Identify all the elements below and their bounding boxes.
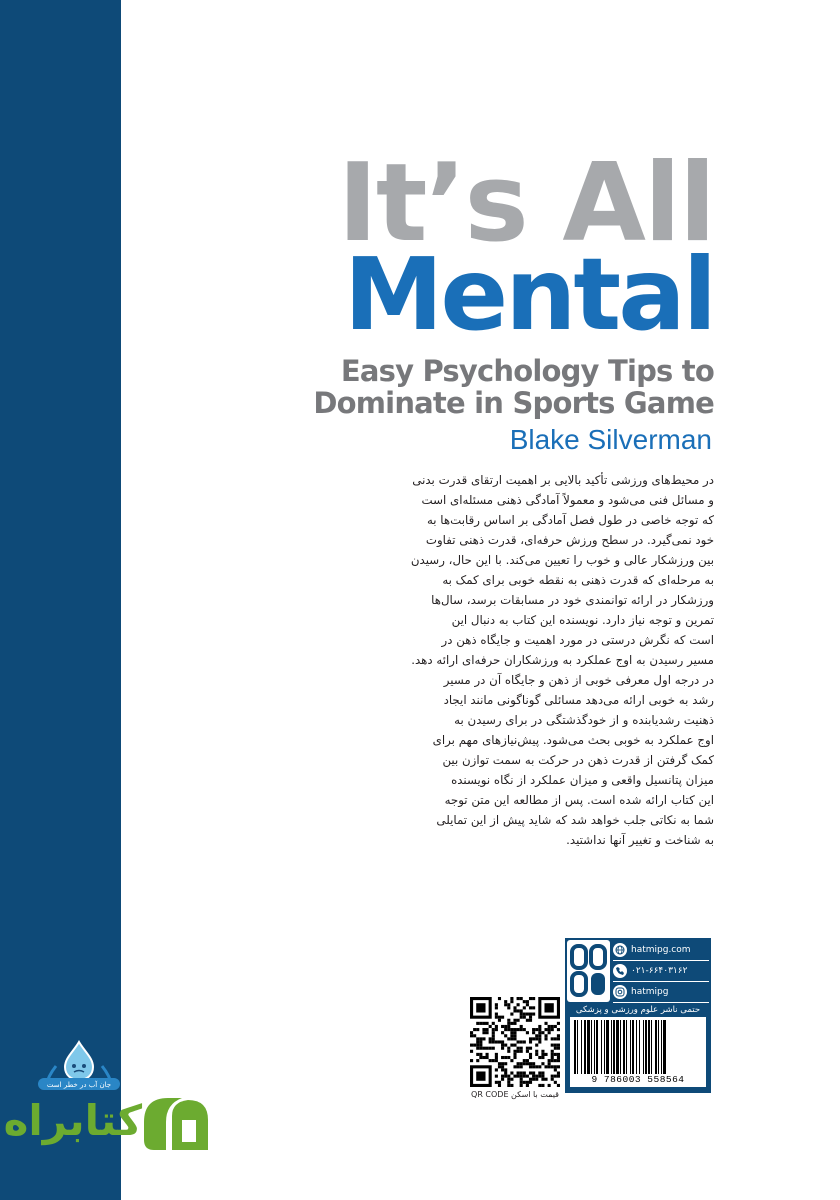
blurb-line: خود نمی‌گیرد. در سطح ورزش حرفه‌ای، قدرت ذهنی تفاوت — [425, 533, 714, 547]
blurb-line: مسیر رسیدن به اوج عملکرد به ورزشکاران حرفه‌ای ارائه دهد. — [411, 653, 714, 667]
blurb-text — [344, 470, 714, 850]
ketabrah-logo-text: کتابراه — [3, 1096, 142, 1145]
blurb-line: اوج عملکرد به خوبی بحث می‌شود. پیش‌نیازهای مهم برای — [432, 733, 714, 747]
blurb-line: است که نگرش درستی در مورد اهمیت و جایگاه ذهن در — [441, 633, 714, 647]
blurb-line: کمک گرفتن از قدرت ذهن در حرکت به سمت توازن بین — [442, 753, 714, 767]
qr-label: قیمت با اسکن QR CODE — [471, 1090, 559, 1099]
instagram-text: hatmipg — [631, 987, 669, 997]
blurb-line: ورزشکار در ارائه توانمندی خود در مسابقات برسد، سال‌ها — [431, 593, 714, 607]
title-line-1: It’s All — [337, 141, 714, 266]
ketabrah-logo-icon — [138, 1092, 214, 1158]
phone-text: ۰۲۱-۶۶۴۰۳۱۶۲ — [631, 966, 688, 976]
qr-code[interactable] — [470, 997, 560, 1087]
blurb-line: در محیط‌های ورزشی تأکید بالایی بر اهمیت ارتقای قدرت بدنی — [412, 473, 714, 487]
badge-text: جان آب در خطر است — [46, 1081, 112, 1089]
blurb-line: به مرحله‌ای که قدرت ذهنی به نقطه خوبی برای کمک به — [442, 573, 714, 587]
publisher-name: حتمی ناشر علوم ورزشی و پزشکی — [575, 1005, 701, 1015]
phone-icon — [613, 964, 627, 978]
blurb-line: که توجه خاصی در طول فصل آمادگی بر اساس رقابت‌ها به — [426, 513, 714, 527]
author-name: Blake Silverman — [509, 424, 712, 455]
phone-row — [613, 961, 709, 982]
blurb-line: به شناخت و تغییر آنها نداشتید. — [566, 833, 714, 847]
blurb-line: این کتاب ارائه شده است. پس از مطالعه این متن توجه — [444, 793, 714, 807]
spine-strip — [0, 0, 121, 1200]
publisher-contact — [613, 940, 709, 1003]
instagram-icon — [613, 985, 627, 999]
publisher-logo — [567, 940, 610, 1002]
website-text: hatmipg.com — [631, 945, 691, 955]
subtitle-line-1: Easy Psychology Tips to — [340, 354, 714, 388]
blurb-line: تمرین و توجه نیاز دارد. نویسنده این کتاب به دنبال این — [451, 613, 714, 627]
blurb-line: در درجه اول معرفی خوبی از ذهن و جایگاه آن در مسیر — [443, 673, 714, 687]
blurb-line: و مسائل فنی می‌شود و معمولاً آمادگی ذهنی مسئله‌ای است — [421, 493, 714, 507]
globe-icon — [613, 943, 627, 957]
title-line-2: Mental — [343, 236, 714, 353]
website-row[interactable] — [613, 940, 709, 961]
isbn-barcode — [570, 1017, 706, 1087]
blurb-line: ذهنیت رشدیابنده و از خودگذشتگی در برای رسیدن به — [454, 713, 714, 727]
subtitle-line-2: Dominate in Sports Game — [313, 386, 714, 420]
blurb-line: میزان پتانسیل واقعی و میزان عملکرد از نگاه نویسنده — [451, 773, 714, 787]
barcode-number: 9 786003 558564 — [573, 1075, 703, 1085]
blurb-line: رشد به خوبی ارائه می‌دهد مسائلی گوناگونی مانند ایجاد — [443, 693, 714, 707]
blurb-line: بین ورزشکار عالی و خوب را تعیین می‌کند. با این حال، رسیدن — [410, 553, 714, 567]
instagram-row[interactable] — [613, 982, 709, 1003]
blurb-line: شما به نکاتی جلب خواهد شد که شاید پیش از این تمایلی — [436, 813, 714, 827]
publisher-logo-mark — [567, 940, 610, 1002]
